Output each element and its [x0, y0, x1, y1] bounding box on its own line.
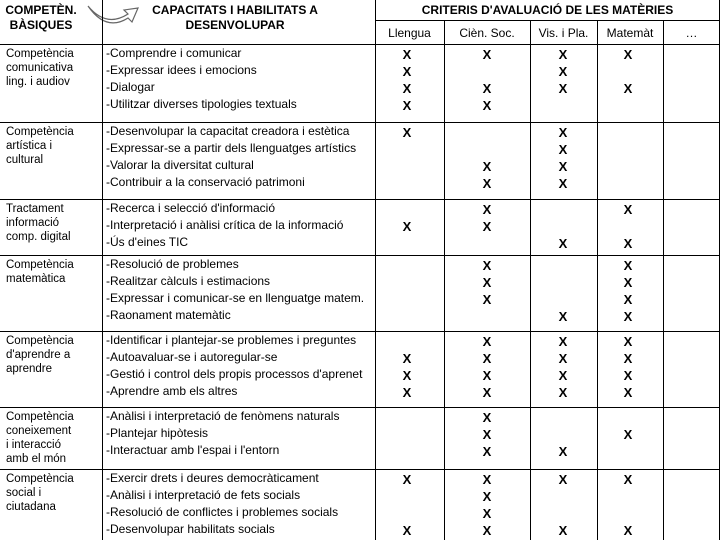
evaluation-mark: X	[558, 334, 568, 349]
evaluation-mark: X	[402, 523, 412, 538]
capacity-item: -Recerca i selecció d'informació	[106, 201, 276, 215]
evaluation-mark: X	[558, 176, 568, 191]
subject-header-3: Matemàt	[606, 26, 654, 40]
capacity-item: -Interpretació i anàlisi crítica de la informació	[106, 218, 344, 232]
competence-name: Competència	[6, 126, 74, 138]
evaluation-mark: X	[482, 472, 492, 487]
capacity-item: -Expressar-se a partir dels llenguatges artístics	[106, 141, 357, 155]
evaluation-mark: X	[402, 81, 412, 96]
competence-name: artística i	[6, 140, 53, 152]
subject-header-0: Llengua	[388, 26, 431, 40]
subject-header-4: …	[685, 26, 698, 40]
grid-vline	[530, 20, 531, 540]
competence-name: d'aprendre a	[6, 349, 71, 361]
evaluation-mark: X	[623, 292, 633, 307]
evaluation-mark: X	[482, 258, 492, 273]
evaluation-mark: X	[558, 47, 568, 62]
evaluation-mark: X	[623, 427, 633, 442]
evaluation-mark: X	[482, 489, 492, 504]
evaluation-mark: X	[482, 159, 492, 174]
capacity-item: -Plantejar hipòtesis	[106, 426, 209, 440]
evaluation-mark: X	[623, 236, 633, 251]
evaluation-mark: X	[558, 159, 568, 174]
evaluation-mark: X	[482, 98, 492, 113]
grid-hline	[0, 469, 720, 470]
competence-name: coneixement	[6, 425, 72, 437]
capacity-item: -Desenvolupar la capacitat creadora i estètica	[106, 124, 350, 138]
capacity-item: -Gestió i control dels propis processos d'aprenet	[106, 367, 363, 381]
grid-hline	[0, 331, 720, 332]
curved-arrow-icon	[84, 0, 144, 30]
evaluation-mark: X	[558, 142, 568, 157]
grid-hline	[375, 20, 720, 21]
capacity-item: -Valorar la diversitat cultural	[106, 158, 254, 172]
grid-hline	[0, 122, 720, 123]
evaluation-mark: X	[482, 410, 492, 425]
capacity-item: -Dialogar	[106, 80, 155, 94]
grid-vline	[663, 20, 664, 540]
evaluation-mark: X	[402, 385, 412, 400]
grid-vline	[375, 0, 376, 540]
grid-vline	[102, 0, 103, 540]
evaluation-mark: X	[482, 385, 492, 400]
capacity-item: -Utilitzar diverses tipologies textuals	[106, 97, 297, 111]
capacity-item: -Expressar idees i emocions	[106, 63, 257, 77]
competence-name: ciutadana	[6, 501, 56, 513]
evaluation-mark: X	[402, 472, 412, 487]
header-capacities: DESENVOLUPAR	[185, 18, 285, 32]
evaluation-mark: X	[402, 64, 412, 79]
evaluation-mark: X	[623, 334, 633, 349]
evaluation-mark: X	[482, 368, 492, 383]
header-competences: BÀSIQUES	[9, 18, 73, 32]
capacity-item: -Anàlisi i interpretació de fets socials	[106, 488, 301, 502]
evaluation-mark: X	[402, 125, 412, 140]
evaluation-mark: X	[482, 351, 492, 366]
evaluation-mark: X	[558, 236, 568, 251]
grid-hline	[0, 407, 720, 408]
evaluation-mark: X	[482, 81, 492, 96]
competence-name: amb el món	[6, 453, 67, 465]
competence-name: Tractament	[6, 203, 64, 215]
capacity-item: -Ús d'eines TIC	[106, 235, 189, 249]
evaluation-mark: X	[482, 219, 492, 234]
subject-header-2: Vis. i Pla.	[538, 26, 589, 40]
evaluation-mark: X	[623, 275, 633, 290]
evaluation-mark: X	[482, 292, 492, 307]
evaluation-mark: X	[482, 176, 492, 191]
evaluation-mark: X	[623, 202, 633, 217]
subject-header-1: Cièn. Soc.	[459, 26, 515, 40]
competence-name: informació	[6, 217, 60, 229]
grid-hline	[0, 199, 720, 200]
evaluation-mark: X	[402, 368, 412, 383]
evaluation-mark: X	[558, 368, 568, 383]
evaluation-mark: X	[623, 351, 633, 366]
evaluation-mark: X	[482, 47, 492, 62]
competence-name: Competència	[6, 259, 74, 271]
evaluation-mark: X	[623, 309, 633, 324]
competence-name: Competència	[6, 48, 74, 60]
competence-name: cultural	[6, 154, 44, 166]
evaluation-mark: X	[402, 219, 412, 234]
capacity-item: -Realitzar càlculs i estimacions	[106, 274, 271, 288]
evaluation-mark: X	[623, 47, 633, 62]
evaluation-mark: X	[623, 81, 633, 96]
capacity-item: -Anàlisi i interpretació de fenòmens naturals	[106, 409, 340, 423]
capacity-item: -Resolució de problemes	[106, 257, 239, 271]
grid-hline	[0, 255, 720, 256]
evaluation-mark: X	[482, 506, 492, 521]
evaluation-mark: X	[558, 309, 568, 324]
evaluation-mark: X	[558, 385, 568, 400]
capacity-item: -Desenvolupar habilitats socials	[106, 522, 275, 536]
evaluation-mark: X	[623, 523, 633, 538]
competence-name: comunicativa	[6, 62, 74, 74]
evaluation-mark: X	[558, 351, 568, 366]
evaluation-mark: X	[623, 258, 633, 273]
header-capacities: CAPACITATS I HABILITATS A	[152, 3, 318, 17]
competence-name: social i	[6, 487, 42, 499]
capacity-item: -Expressar i comunicar-se en llenguatge matem.	[106, 291, 365, 305]
header-competences: COMPETÈN.	[5, 3, 77, 17]
evaluation-mark: X	[482, 334, 492, 349]
evaluation-mark: X	[482, 427, 492, 442]
capacity-item: -Comprendre i comunicar	[106, 46, 242, 60]
evaluation-mark: X	[558, 472, 568, 487]
evaluation-mark: X	[402, 351, 412, 366]
evaluation-mark: X	[402, 98, 412, 113]
competence-name: Competència	[6, 411, 74, 423]
evaluation-mark: X	[623, 368, 633, 383]
capacity-item: -Exercir drets i deures democràticament	[106, 471, 319, 485]
evaluation-mark: X	[623, 472, 633, 487]
capacity-item: -Identificar i plantejar-se problemes i preguntes	[106, 333, 357, 347]
evaluation-mark: X	[482, 202, 492, 217]
capacity-item: -Raonament matemàtic	[106, 308, 231, 322]
capacity-item: -Autoavaluar-se i autoregular-se	[106, 350, 278, 364]
competence-name: i interacció	[6, 439, 61, 451]
evaluation-mark: X	[558, 81, 568, 96]
evaluation-mark: X	[558, 64, 568, 79]
competence-name: matemàtica	[6, 273, 66, 285]
competence-name: Competència	[6, 335, 74, 347]
grid-hline	[0, 44, 720, 45]
capacity-item: -Contribuir a la conservació patrimoni	[106, 175, 305, 189]
header-criteria-title: CRITERIS D'AVALUACIÓ DE LES MATÈRIES	[421, 3, 674, 17]
evaluation-mark: X	[482, 275, 492, 290]
competence-name: aprendre	[6, 363, 53, 375]
evaluation-mark: X	[558, 125, 568, 140]
grid-vline	[597, 20, 598, 540]
evaluation-mark: X	[402, 47, 412, 62]
evaluation-mark: X	[482, 444, 492, 459]
competence-name: Competència	[6, 473, 74, 485]
evaluation-mark: X	[558, 444, 568, 459]
capacity-item: -Interactuar amb l'espai i l'entorn	[106, 443, 280, 457]
grid-vline	[444, 20, 445, 540]
evaluation-mark: X	[623, 385, 633, 400]
evaluation-mark: X	[558, 523, 568, 538]
competence-name: ling. i audiov	[6, 76, 70, 88]
capacity-item: -Aprendre amb els altres	[106, 384, 238, 398]
capacity-item: -Resolució de conflictes i problemes socials	[106, 505, 339, 519]
competence-name: comp. digital	[6, 231, 71, 243]
evaluation-mark: X	[482, 523, 492, 538]
